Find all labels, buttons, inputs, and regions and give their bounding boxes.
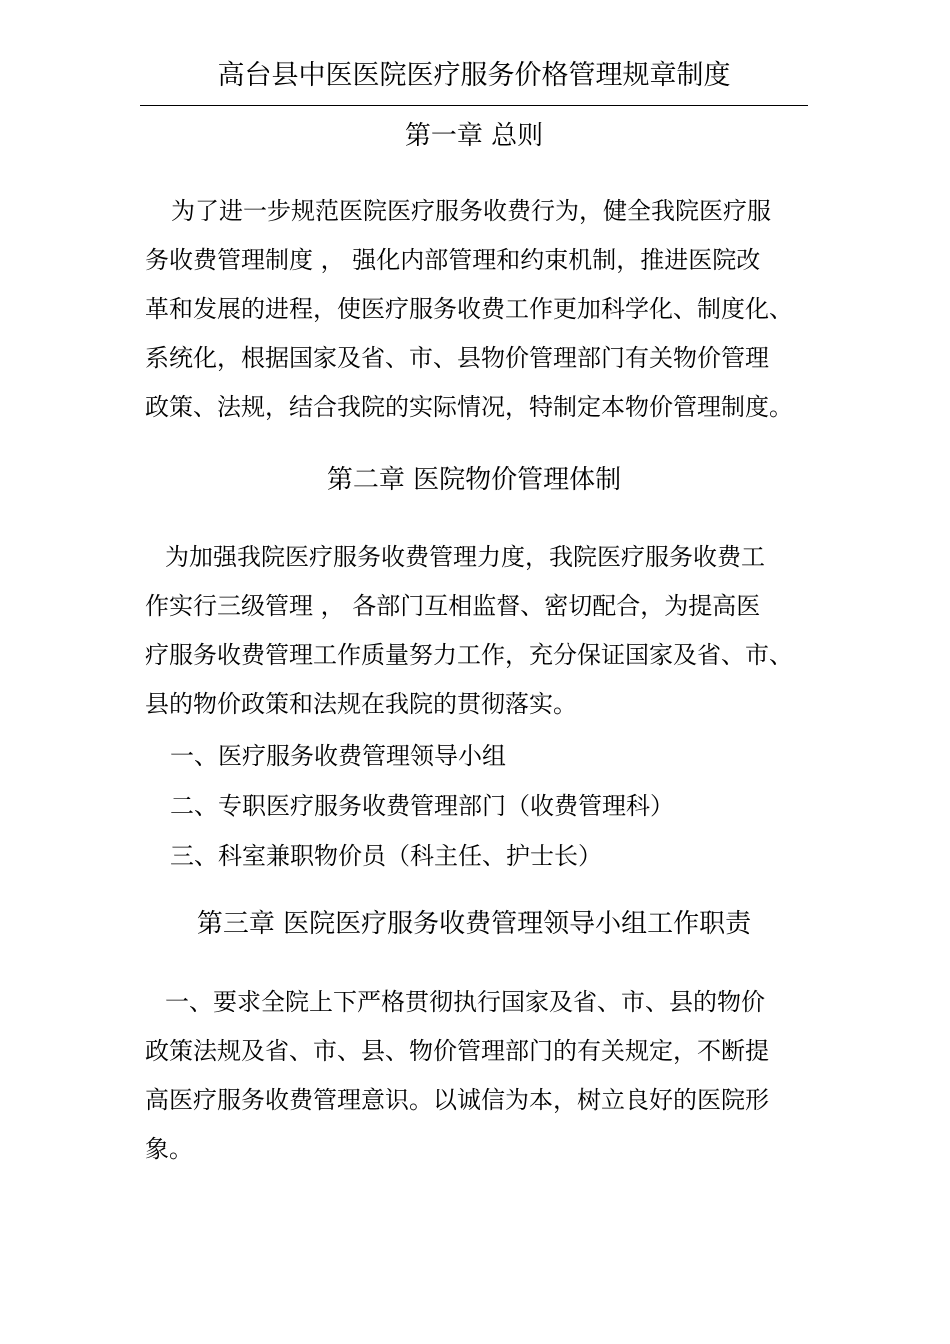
list-item: 一、医疗服务收费管理领导小组	[170, 742, 506, 770]
chapter-2-paragraph	[145, 533, 810, 729]
chapter-2-heading: 第二章 医院物价管理体制	[326, 465, 622, 495]
paragraph-line: 为加强我院医疗服务收费管理力度，我院医疗服务收费工	[165, 543, 765, 571]
list-item: 三、科室兼职物价员（科主任、护士长）	[170, 842, 602, 870]
paragraph-line: 疗服务收费管理工作质量努力工作，充分保证国家及省、市、	[145, 641, 793, 669]
list-item: 二、专职医疗服务收费管理部门（收费管理科）	[170, 792, 674, 820]
paragraph-line: 高医疗服务收费管理意识。以诚信为本，树立良好的医院形	[145, 1086, 769, 1114]
chapter-1-heading: 第一章 总则	[404, 121, 544, 151]
paragraph-line: 政策、法规，结合我院的实际情况，特制定本物价管理制度。	[145, 393, 793, 421]
paragraph-line: 务收费管理制度 ， 强化内部管理和约束机制，推进医院改	[145, 246, 761, 274]
title-underline	[140, 105, 808, 106]
paragraph-line: 一、要求全院上下严格贯彻执行国家及省、市、县的物价	[165, 988, 765, 1016]
chapter-3-paragraph	[145, 978, 810, 1174]
chapter-1-paragraph	[145, 187, 810, 432]
paragraph-line: 象。	[145, 1135, 193, 1163]
document-title: 高台县中医医院医疗服务价格管理规章制度	[217, 60, 731, 91]
paragraph-line: 作实行三级管理 ， 各部门互相监督、密切配合，为提高医	[145, 592, 761, 620]
paragraph-line: 政策法规及省、市、县、物价管理部门的有关规定，不断提	[145, 1037, 769, 1065]
paragraph-line: 为了进一步规范医院医疗服务收费行为，健全我院医疗服	[171, 197, 771, 225]
paragraph-line: 革和发展的进程，使医疗服务收费工作更加科学化、制度化、	[145, 295, 793, 323]
chapter-3-heading: 第三章 医院医疗服务收费管理领导小组工作职责	[196, 909, 752, 939]
paragraph-line: 系统化，根据国家及省、市、县物价管理部门有关物价管理	[145, 344, 769, 372]
paragraph-line: 县的物价政策和法规在我院的贯彻落实。	[145, 690, 577, 718]
